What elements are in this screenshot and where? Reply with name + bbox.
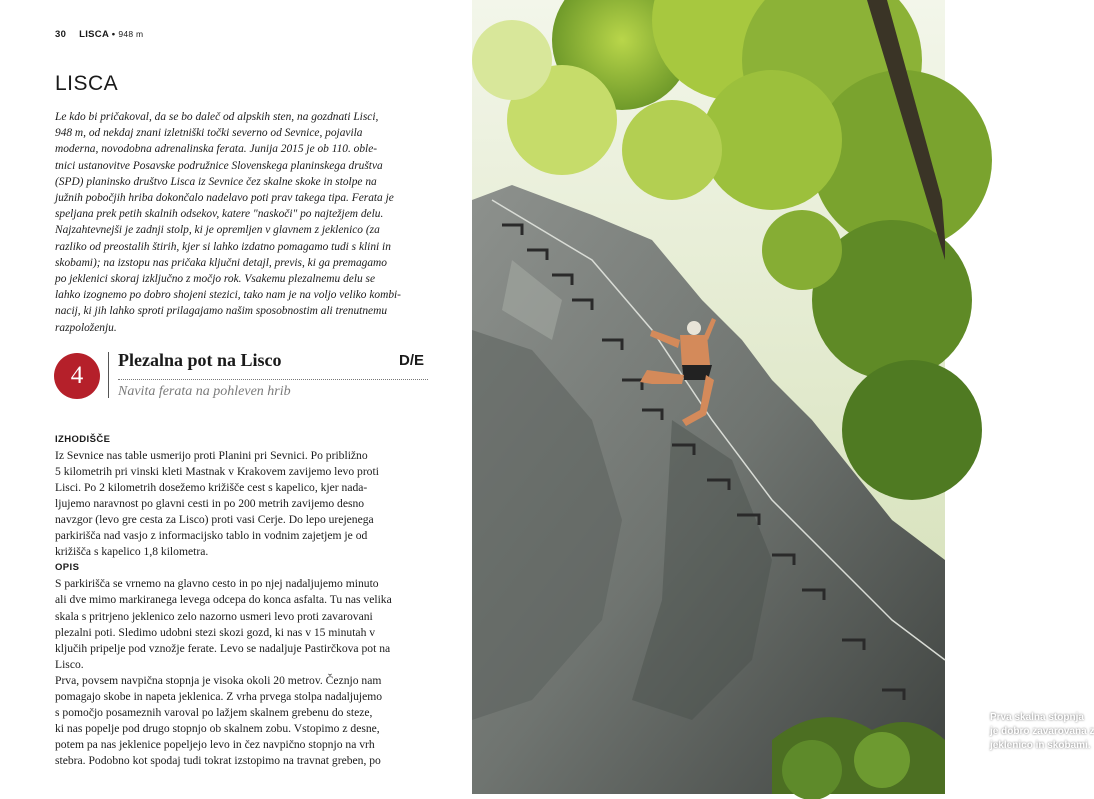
intro-line: Le kdo bi pričakoval, da se bo daleč od alpskih sten, na gozdnati Lisci, [55,111,379,123]
start-text-line: parkirišča nad vasjo z informacijsko tablo in vodnim zajetjem je od [55,529,368,543]
description-text-line: stebra. Podobno kot spodaj tudi tokrat izstopimo na travnat greben, po [55,753,381,767]
start-text-line: Iz Sevnice nas table usmerijo proti Planini pri Sevnici. Po približno [55,449,368,463]
photo-page [472,0,1094,794]
description-text-line: s pomočjo posameznih varoval po lažjem skalnem grebenu do steze, [55,705,373,719]
description-text-line: ki nas popelje pod drugo stopnjo ob skalnem zobu. Vstopimo z desne, [55,721,380,735]
description-section-text [55,576,435,769]
intro-line: moderna, novodobna adrenalinska ferata. Junija 2015 je ob 110. oble- [55,143,378,156]
intro-line: razpoloženju. [55,321,117,334]
intro-line: nacij, ki jih lahko sproti prilagajamo našim sposobnostim ali trenutnemu [55,305,388,318]
intro-line: po jeklenici skoraj izključno z močjo rok. Vsakemu plezalnemu delu se [55,273,376,286]
start-text-line: ljujemo naravnost po glavni cesti in po 200 metrih zavijemo desno [55,497,365,511]
description-text-line: Prva, povsem navpična stopnja je visoka okoli 20 metrov. Čeznjo nam [55,673,382,687]
route-grade: D/E [399,352,425,369]
intro-line: skobami); na izstopu nas pričaka ključni detajl, previs, ki ga premagamo [55,256,387,269]
photo-caption [990,711,1094,753]
start-text-line: Lisci. Po 2 kilometrih dosežemo križišče cest s kapelico, kjer nada- [55,481,368,495]
description-text-line: pomagajo skobe in napeta jeklenica. Z vrha prvega stolpa nadaljujemo [55,689,383,703]
start-text-line: križišča s kapelico 1,8 kilometra. [55,545,209,559]
description-text-line: S parkirišča se vrnemo na glavno cesto in po njej nadaljujemo minuto [55,577,379,591]
caption-line: je dobro zavarovana z [990,726,1094,737]
page-number: 30 [55,29,67,40]
section-heading-start: IZHODIŠČE [55,434,111,445]
start-text-line: navzgor (levo gre cesta za Lisco) proti vasi Cerje. Do lepo urejenega [55,513,374,527]
description-text-line: potem pa nas jeklenice popeljejo levo in čez navpično stopnjo na vrh [55,737,375,751]
running-head-section: LISCA [79,29,109,40]
intro-paragraph [55,109,435,336]
route-number-badge: 4 [54,353,100,399]
route-divider [108,352,109,398]
caption-line: jeklenico in skobami. [990,740,1091,751]
start-section-text [55,448,435,560]
description-text-line: ključih pripelje pod vznožje ferate. Levo se nadaljuje Pastirčkova pot na [55,641,391,655]
route-body [55,432,435,769]
intro-line: Najzahtevnejši je zadnji stolp, ki je opremljen v glavnem z jeklenico (za [55,224,380,237]
page-title: LISCA [55,72,119,95]
intro-line: speljana prek petih skalnih odsekov, katere "naskoči" po najtežjem delu. [55,208,384,221]
bullet-separator: • [111,29,119,40]
route-title-rule [118,379,428,380]
description-text-line: Lisco. [55,657,84,671]
intro-line: razliko od preostalih štirih, kjer si lahko izdatno pomagamo tudi s klini in [55,240,391,253]
climbing-photo [472,0,945,794]
route-subtitle: Navita ferata na pohleven hrib [118,384,291,399]
description-text-line: ali dve mimo markiranega levega odcepa do konca asfalta. Tu nas velika [55,593,392,607]
text-page [0,0,472,794]
intro-line: tnici ustanovitve Posavske podružnice Slovenskega planinskega društva [55,159,383,172]
intro-line: južnih pobočjih hriba dokončalo nadelavo poti prav takega tipa. Ferata je [55,192,394,205]
start-text-line: 5 kilometrih pri vinski kleti Mastnak v Krakovem zavijemo levo proti [55,465,379,479]
running-head [55,29,143,40]
intro-line: 948 m, od nekdaj znani izletniški točki severno od Sevnice, pojavila [55,127,363,140]
route-title: Plezalna pot na Lisco [118,350,282,370]
description-text-line: skala s pritrjeno jeklenico zelo nazorno usmeri levo proti zavarovani [55,609,373,623]
running-head-elevation: 948 m [118,29,144,39]
description-text-line: plezalni poti. Sledimo udobni stezi skozi gozd, ki nas v 15 minutah v [55,625,376,639]
intro-line: (SPD) planinsko društvo Lisca iz Sevnice čez skalne skoke in stolpe na [55,175,377,188]
intro-line: lahko izognemo po dobro shojeni stezici, tako nam je na voljo veliko kombi- [55,289,401,302]
caption-line: Prva skalna stopnja [990,712,1084,723]
section-heading-description: OPIS [55,562,80,574]
